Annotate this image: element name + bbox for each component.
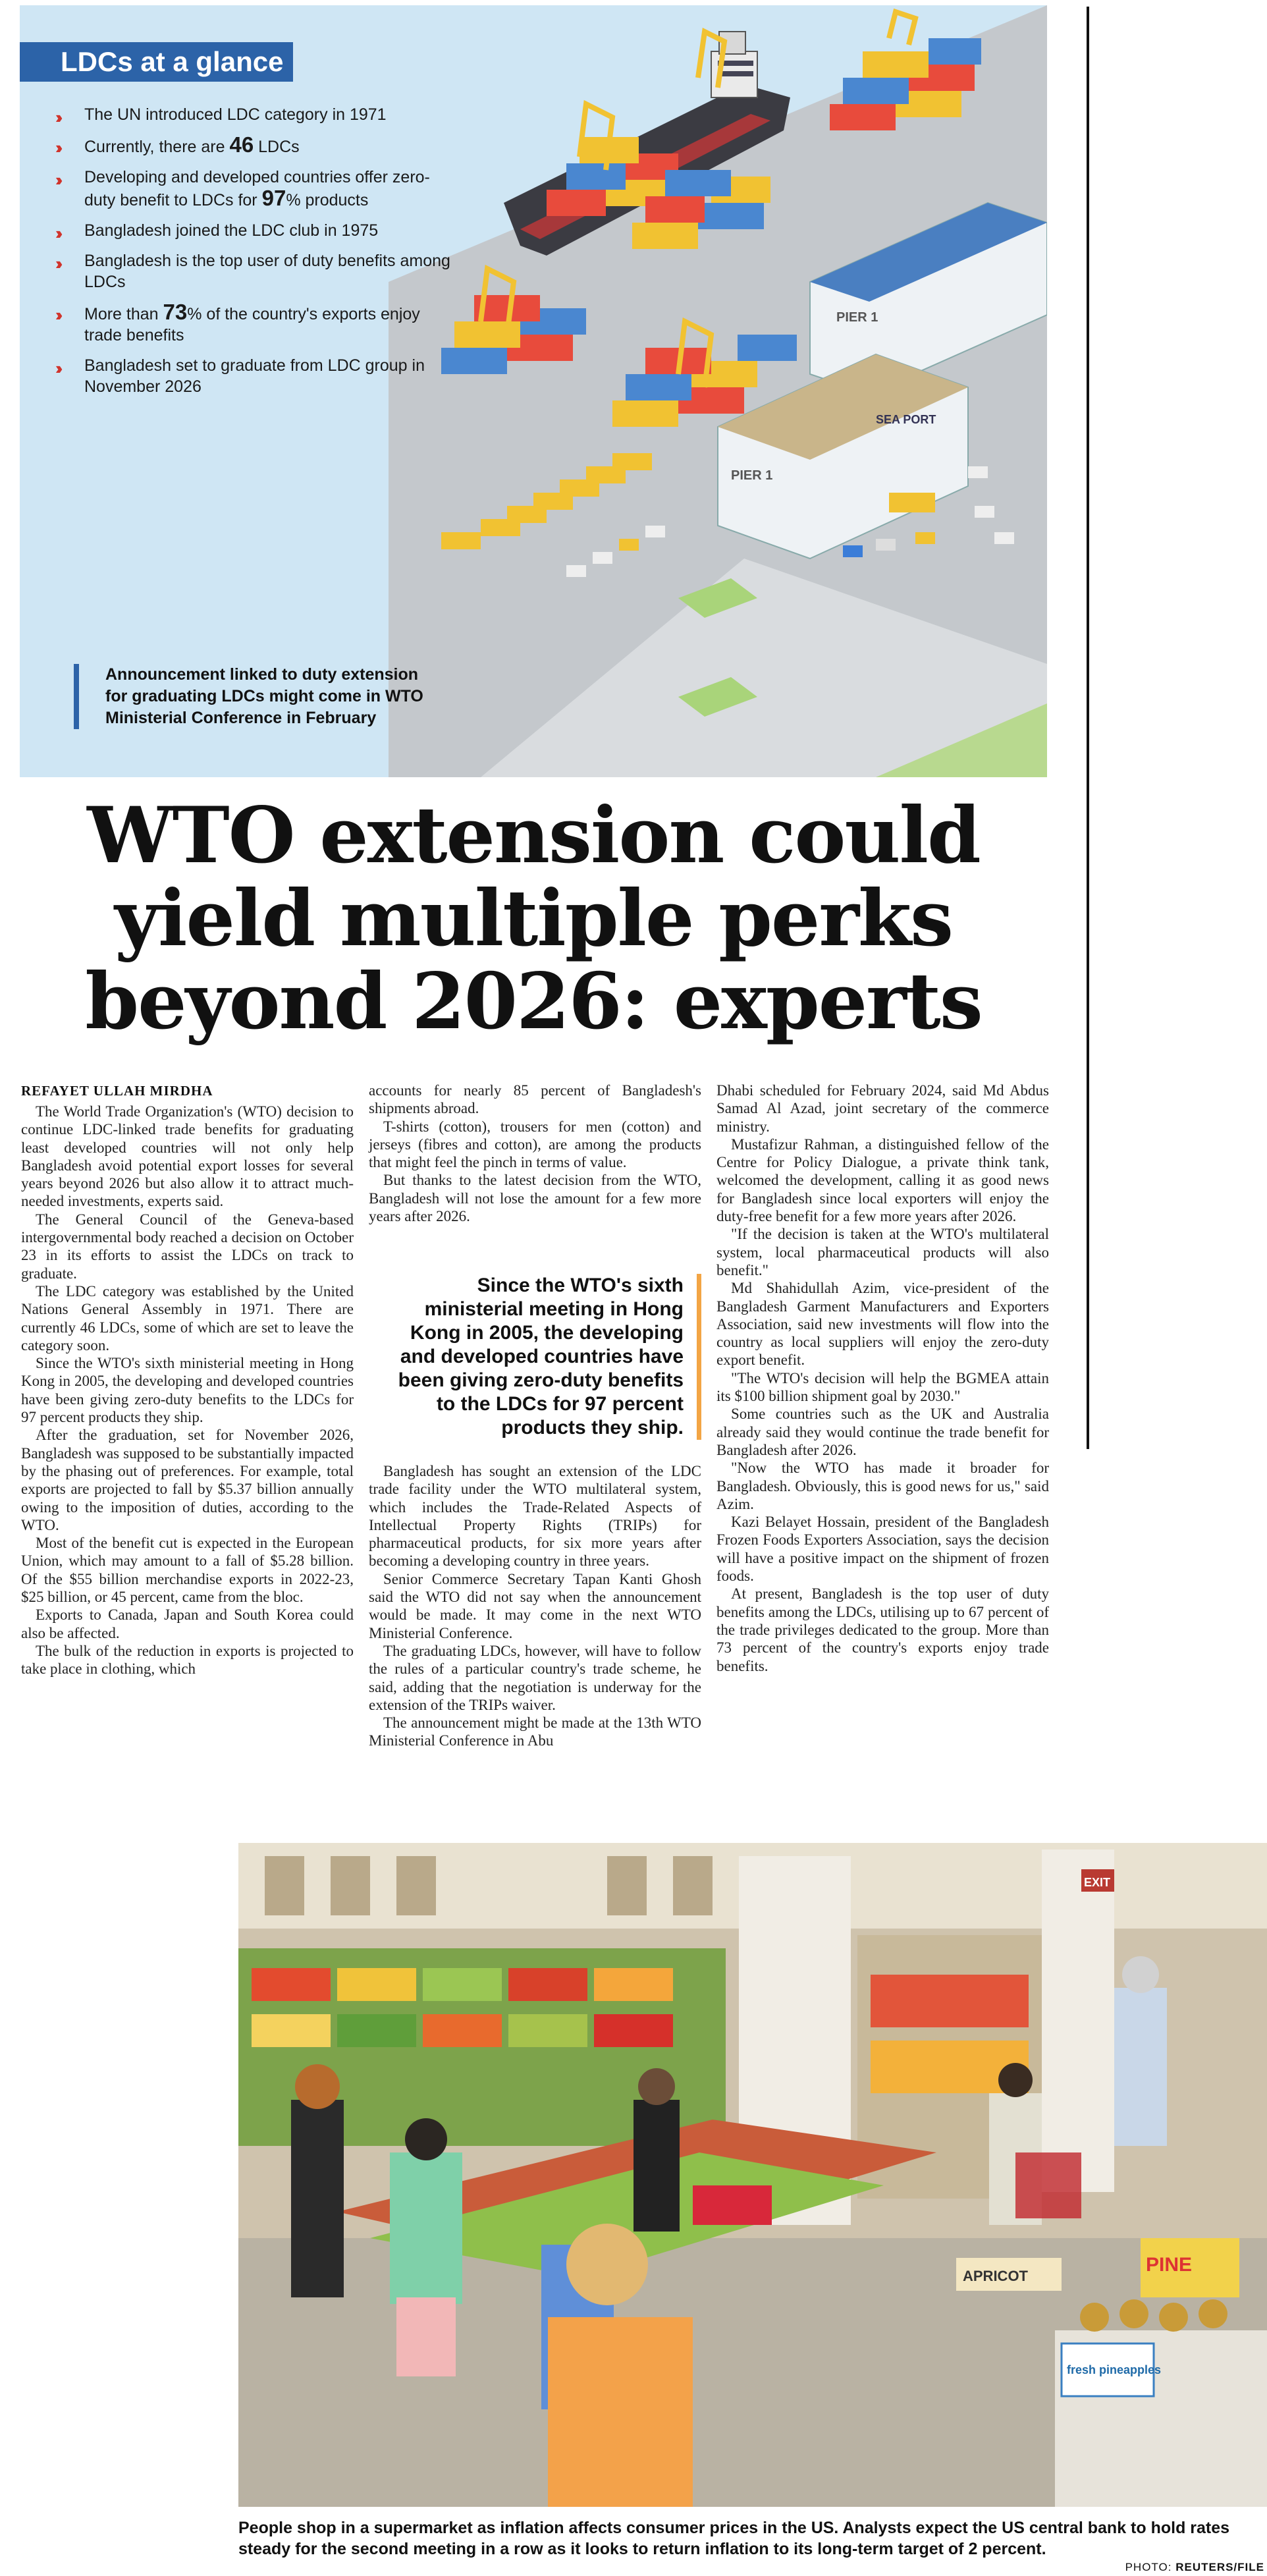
- paragraph: T-shirts (cotton), trousers for men (cotton) and jerseys (fibres and cotton), are among the products that might feel the pinch in terms of value.: [369, 1118, 701, 1171]
- article-column-2-top: [369, 1082, 701, 1225]
- photo-caption: People shop in a supermarket as inflation affects consumer prices in the US. Analysts expect the US central bank to hold rates steady for the second meeting in a row as it looks to return inflation to its long-term target of 2 percent.: [238, 2519, 1230, 2558]
- article-column-3: [716, 1082, 1049, 1675]
- headline: WTO extension could yield multiple perks beyond 2026: experts: [85, 790, 982, 1047]
- paragraph: The General Council of the Geneva-based intergovernmental body reached a decision on October 23 in its efforts to assist the LDCs on track to graduate.: [21, 1211, 354, 1282]
- svg-text:SEA PORT: SEA PORT: [876, 413, 936, 426]
- svg-text:APRICOT: APRICOT: [963, 2268, 1028, 2284]
- fact-item: ›› The UN introduced LDC category in 1971: [55, 105, 387, 127]
- paragraph: Senior Commerce Secretary Tapan Kanti Ghosh said the WTO did not say when the announcement would be made. It may come in the next WTO Ministerial Conference.: [369, 1570, 701, 1641]
- chevron-right-icon: ››: [55, 358, 59, 378]
- svg-text:PIER 1: PIER 1: [836, 310, 878, 325]
- fact-item: ›› Bangladesh set to graduate from LDC group in November 2026: [55, 356, 425, 396]
- svg-text:PINE: PINE: [1146, 2254, 1193, 2276]
- paragraph: Mustafizur Rahman, a distinguished fellow of the Centre for Policy Dialogue, a private think tank, welcomed the development, calling it as good news for Bangladesh since local exporters will enjoy the duty-free benefit for a few more years after 2026.: [716, 1136, 1049, 1225]
- paragraph: The LDC category was established by the United Nations General Assembly in 1971. There are currently 46 LDCs, some of which are set to leave the category soon.: [21, 1282, 354, 1354]
- paragraph: Most of the benefit cut is expected in the European Union, which may amount to a fall of $5.28 billion. Of the $55 billion merchandise exports in 2022-23, $25 billion, or 45 percent, came from the bloc.: [21, 1535, 354, 1606]
- supermarket-scene: [238, 1843, 1267, 2507]
- photo-credit: PHOTO: REUTERS/FILE: [1125, 2561, 1264, 2573]
- chevron-right-icon: ››: [55, 138, 59, 157]
- article-column-2-bottom: [369, 1462, 701, 1750]
- paragraph: At present, Bangladesh is the top user of duty benefits among the LDCs, utilising up to 67 percent of the trade privileges dedicated to the group. More than 73 percent of the country's exports enjoy trade benefits.: [716, 1585, 1049, 1674]
- chevron-right-icon: ››: [55, 170, 59, 190]
- paragraph: Dhabi scheduled for February 2024, said Md Abdus Samad Al Azad, joint secretary of the commerce ministry.: [716, 1082, 1049, 1135]
- fact-item: ›› More than 73% of the country's exports enjoy trade benefits: [55, 300, 420, 344]
- article-column-1: [21, 1103, 354, 1678]
- paragraph: But thanks to the latest decision from the WTO, Bangladesh will not lose the amount for a few more years after 2026.: [369, 1172, 701, 1225]
- fact-item: ›› Developing and developed countries offer zero-duty benefit to LDCs for 97% products: [55, 168, 430, 210]
- facts-list: [55, 104, 453, 406]
- svg-text:PIER 1: PIER 1: [731, 468, 773, 483]
- paragraph: Bangladesh has sought an extension of the LDC trade facility under the WTO multilateral system, which includes the Trade-Related Aspects of Intellectual Property Rights (TRIPs) for pharmaceutical products, for six more years after becoming a developing country in three years.: [369, 1463, 701, 1570]
- paragraph: Since the WTO's sixth ministerial meeting in Hong Kong in 2005, the developing and developed countries have been giving zero-duty benefits to the LDCs for 97 percent products they ship.: [21, 1355, 354, 1426]
- paragraph: The announcement might be made at the 13th WTO Ministerial Conference in Abu: [369, 1714, 701, 1749]
- paragraph: Some countries such as the UK and Australia already said they would continue the trade benefit for Bangladesh after 2026.: [716, 1406, 1049, 1458]
- svg-text:fresh pineapples: fresh pineapples: [1067, 2363, 1162, 2376]
- paragraph: Kazi Belayet Hossain, president of the Bangladesh Frozen Foods Exporters Association, says the decision will have a positive impact on the shipment of frozen foods.: [716, 1514, 1049, 1585]
- paragraph: The World Trade Organization's (WTO) decision to continue LDC-linked trade benefits for graduating least developed countries will not only help Bangladesh avoid potential export losses for several years beyond 2026 but also allow it to attract much-needed investments, experts said.: [21, 1103, 354, 1210]
- ldc-infographic: [20, 5, 1047, 777]
- paragraph: "The WTO's decision will help the BGMEA attain its $100 billion shipment goal by 2030.": [716, 1369, 1049, 1405]
- pull-quote: Since the WTO's sixth ministerial meeting in Hong Kong in 2005, the developing and developed countries have been giving zero-duty benefits to the LDCs for 97 percent products they ship.: [385, 1274, 701, 1440]
- column-divider: [1087, 7, 1089, 1449]
- announcement-note: Announcement linked to duty extension for graduating LDCs might come in WTO Ministerial Conference in February: [74, 664, 443, 729]
- chevron-right-icon: ››: [55, 223, 59, 243]
- fact-item: ›› Currently, there are 46 LDCs: [55, 132, 300, 157]
- chevron-right-icon: ››: [55, 254, 59, 273]
- supermarket-photo: [238, 1843, 1267, 2507]
- chevron-right-icon: ››: [55, 305, 59, 325]
- paragraph: "If the decision is taken at the WTO's multilateral system, local pharmaceutical products will also benefit.": [716, 1226, 1049, 1278]
- fact-item: ›› Bangladesh is the top user of duty benefits among LDCs: [55, 252, 450, 291]
- fact-item: ›› Bangladesh joined the LDC club in 1975: [55, 221, 379, 243]
- infographic-title: LDCs at a glance: [20, 42, 293, 82]
- paragraph: accounts for nearly 85 percent of Bangladesh's shipments abroad.: [369, 1082, 701, 1117]
- byline: REFAYET ULLAH MIRDHA: [21, 1083, 213, 1099]
- paragraph: The bulk of the reduction in exports is projected to take place in clothing, which: [21, 1642, 354, 1678]
- paragraph: The graduating LDCs, however, will have to follow the rules of a particular country's trade scheme, he said, adding that the negotiation is underway for the extension of the TRIPs waiver.: [369, 1642, 701, 1713]
- chevron-right-icon: ››: [55, 107, 59, 127]
- svg-text:EXIT: EXIT: [1084, 1876, 1111, 1889]
- paragraph: After the graduation, set for November 2026, Bangladesh was supposed to be substantially impacted by the phasing out of preferences. For example, total exports are projected to fall by $5.37 billion annually owing to the imposition of duties, according to the WTO.: [21, 1427, 354, 1533]
- paragraph: Md Shahidullah Azim, vice-president of the Bangladesh Garment Manufacturers and Exporters Association, said new investments will flow into the country as local suppliers will enjoy the zero-duty export benefit.: [716, 1280, 1049, 1369]
- paragraph: Exports to Canada, Japan and South Korea could also be affected.: [21, 1606, 354, 1641]
- paragraph: "Now the WTO has made it broader for Bangladesh. Obviously, this is good news for us," said Azim.: [716, 1460, 1049, 1512]
